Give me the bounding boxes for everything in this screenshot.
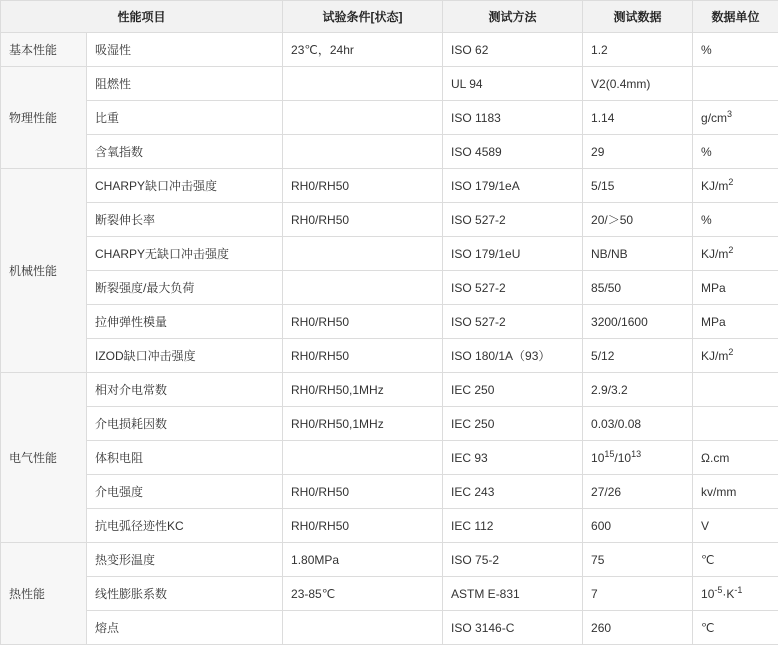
- test-data-cell: 2.9/3.2: [583, 373, 693, 407]
- group-label-cell: 基本性能: [1, 33, 87, 67]
- test-condition-cell: [283, 611, 443, 645]
- test-method-cell: IEC 250: [443, 373, 583, 407]
- test-data-cell: 7: [583, 577, 693, 611]
- test-method-cell: IEC 93: [443, 441, 583, 475]
- data-unit-cell: kv/mm: [693, 475, 778, 509]
- test-condition-cell: 23-85℃: [283, 577, 443, 611]
- test-method-cell: ISO 527-2: [443, 271, 583, 305]
- header-cell-method: 测试方法: [443, 1, 583, 33]
- test-condition-cell: [283, 101, 443, 135]
- test-condition-cell: RH0/RH50: [283, 203, 443, 237]
- test-condition-cell: RH0/RH50,1MHz: [283, 373, 443, 407]
- data-unit-cell: [693, 67, 778, 101]
- table-row: [1, 67, 778, 101]
- table-row: [1, 237, 778, 271]
- test-method-cell: ISO 1183: [443, 101, 583, 135]
- data-unit-cell: %: [693, 33, 778, 67]
- test-condition-cell: [283, 237, 443, 271]
- test-method-cell: IEC 112: [443, 509, 583, 543]
- table-row: [1, 373, 778, 407]
- test-data-cell: 29: [583, 135, 693, 169]
- property-item-cell: 拉伸弹性模量: [87, 305, 283, 339]
- table-row: [1, 611, 778, 645]
- header-row: [1, 1, 778, 33]
- test-condition-cell: [283, 271, 443, 305]
- table-row: [1, 509, 778, 543]
- test-method-cell: ISO 75-2: [443, 543, 583, 577]
- table-body: [1, 33, 778, 645]
- test-data-cell: 260: [583, 611, 693, 645]
- data-unit-cell: %: [693, 203, 778, 237]
- test-condition-cell: RH0/RH50: [283, 305, 443, 339]
- test-data-cell: 3200/1600: [583, 305, 693, 339]
- property-item-cell: 阻燃性: [87, 67, 283, 101]
- data-unit-cell: $g/cm^3$: [693, 101, 778, 135]
- test-condition-cell: RH0/RH50,1MHz: [283, 407, 443, 441]
- property-item-cell: CHARPY缺口冲击强度: [87, 169, 283, 203]
- table-row: [1, 577, 778, 611]
- table-row: [1, 33, 778, 67]
- data-unit-cell: ℃: [693, 611, 778, 645]
- test-data-cell: 85/50: [583, 271, 693, 305]
- test-method-cell: ISO 180/1A（93）: [443, 339, 583, 373]
- data-unit-cell: $KJ/m^2$: [693, 169, 778, 203]
- group-label-cell: 热性能: [1, 543, 87, 645]
- test-method-cell: ISO 179/1eA: [443, 169, 583, 203]
- test-method-cell: ASTM E-831: [443, 577, 583, 611]
- property-item-cell: 吸湿性: [87, 33, 283, 67]
- property-item-cell: 介电损耗因数: [87, 407, 283, 441]
- table-row: [1, 475, 778, 509]
- test-condition-cell: RH0/RH50: [283, 339, 443, 373]
- data-unit-cell: MPa: [693, 271, 778, 305]
- property-item-cell: 介电强度: [87, 475, 283, 509]
- table-row: [1, 101, 778, 135]
- property-item-cell: IZOD缺口冲击强度: [87, 339, 283, 373]
- table-header: [1, 1, 778, 33]
- test-condition-cell: [283, 67, 443, 101]
- header-cell-condition: 试验条件[状态]: [283, 1, 443, 33]
- test-condition-cell: 1.80MPa: [283, 543, 443, 577]
- data-unit-cell: Ω.cm: [693, 441, 778, 475]
- test-data-cell: 27/26: [583, 475, 693, 509]
- table-row: [1, 305, 778, 339]
- test-condition-cell: RH0/RH50: [283, 169, 443, 203]
- property-item-cell: 相对介电常数: [87, 373, 283, 407]
- table-row: [1, 543, 778, 577]
- test-data-cell: 1.2: [583, 33, 693, 67]
- group-label-cell: 物理性能: [1, 67, 87, 169]
- test-data-cell: 0.03/0.08: [583, 407, 693, 441]
- table-row: [1, 339, 778, 373]
- test-data-cell: 5/12: [583, 339, 693, 373]
- data-unit-cell: [693, 373, 778, 407]
- test-condition-cell: 23℃，24hr: [283, 33, 443, 67]
- property-item-cell: 体积电阻: [87, 441, 283, 475]
- test-method-cell: ISO 62: [443, 33, 583, 67]
- property-item-cell: 比重: [87, 101, 283, 135]
- data-unit-cell: ℃: [693, 543, 778, 577]
- table-row: [1, 271, 778, 305]
- data-unit-cell: $10^{-5}\cdot K^{-1}$: [693, 577, 778, 611]
- property-item-cell: 线性膨胀系数: [87, 577, 283, 611]
- test-condition-cell: RH0/RH50: [283, 509, 443, 543]
- test-data-cell: 20/＞50: [583, 203, 693, 237]
- data-unit-cell: $KJ/m^2$: [693, 237, 778, 271]
- group-label-cell: 机械性能: [1, 169, 87, 373]
- header-cell-unit: 数据单位: [693, 1, 778, 33]
- header-cell-data: 测试数据: [583, 1, 693, 33]
- test-data-cell: 600: [583, 509, 693, 543]
- test-method-cell: IEC 250: [443, 407, 583, 441]
- data-unit-cell: V: [693, 509, 778, 543]
- table-row: [1, 135, 778, 169]
- test-data-cell: 75: [583, 543, 693, 577]
- data-unit-cell: %: [693, 135, 778, 169]
- test-method-cell: UL 94: [443, 67, 583, 101]
- data-unit-cell: [693, 407, 778, 441]
- table-row: [1, 203, 778, 237]
- test-data-cell: 5/15: [583, 169, 693, 203]
- data-unit-cell: MPa: [693, 305, 778, 339]
- test-condition-cell: [283, 135, 443, 169]
- property-item-cell: 抗电弧径迹性KC: [87, 509, 283, 543]
- table-row: [1, 407, 778, 441]
- group-label-cell: 电气性能: [1, 373, 87, 543]
- test-method-cell: ISO 527-2: [443, 305, 583, 339]
- data-unit-cell: $KJ/m^2$: [693, 339, 778, 373]
- test-data-cell: V2(0.4mm): [583, 67, 693, 101]
- header-cell-item: 性能项目: [1, 1, 283, 33]
- property-item-cell: 断裂伸长率: [87, 203, 283, 237]
- property-item-cell: 熔点: [87, 611, 283, 645]
- test-data-cell: NB/NB: [583, 237, 693, 271]
- table-row: [1, 441, 778, 475]
- property-item-cell: 断裂强度/最大负荷: [87, 271, 283, 305]
- property-item-cell: CHARPY无缺口冲击强度: [87, 237, 283, 271]
- test-condition-cell: [283, 441, 443, 475]
- test-data-cell: 1.14: [583, 101, 693, 135]
- test-method-cell: ISO 3146-C: [443, 611, 583, 645]
- test-method-cell: ISO 179/1eU: [443, 237, 583, 271]
- property-item-cell: 热变形温度: [87, 543, 283, 577]
- test-method-cell: ISO 527-2: [443, 203, 583, 237]
- property-item-cell: 含氧指数: [87, 135, 283, 169]
- test-method-cell: ISO 4589: [443, 135, 583, 169]
- test-data-cell: $10^{15}/10^{13}$: [583, 441, 693, 475]
- test-method-cell: IEC 243: [443, 475, 583, 509]
- table-row: [1, 169, 778, 203]
- test-condition-cell: RH0/RH50: [283, 475, 443, 509]
